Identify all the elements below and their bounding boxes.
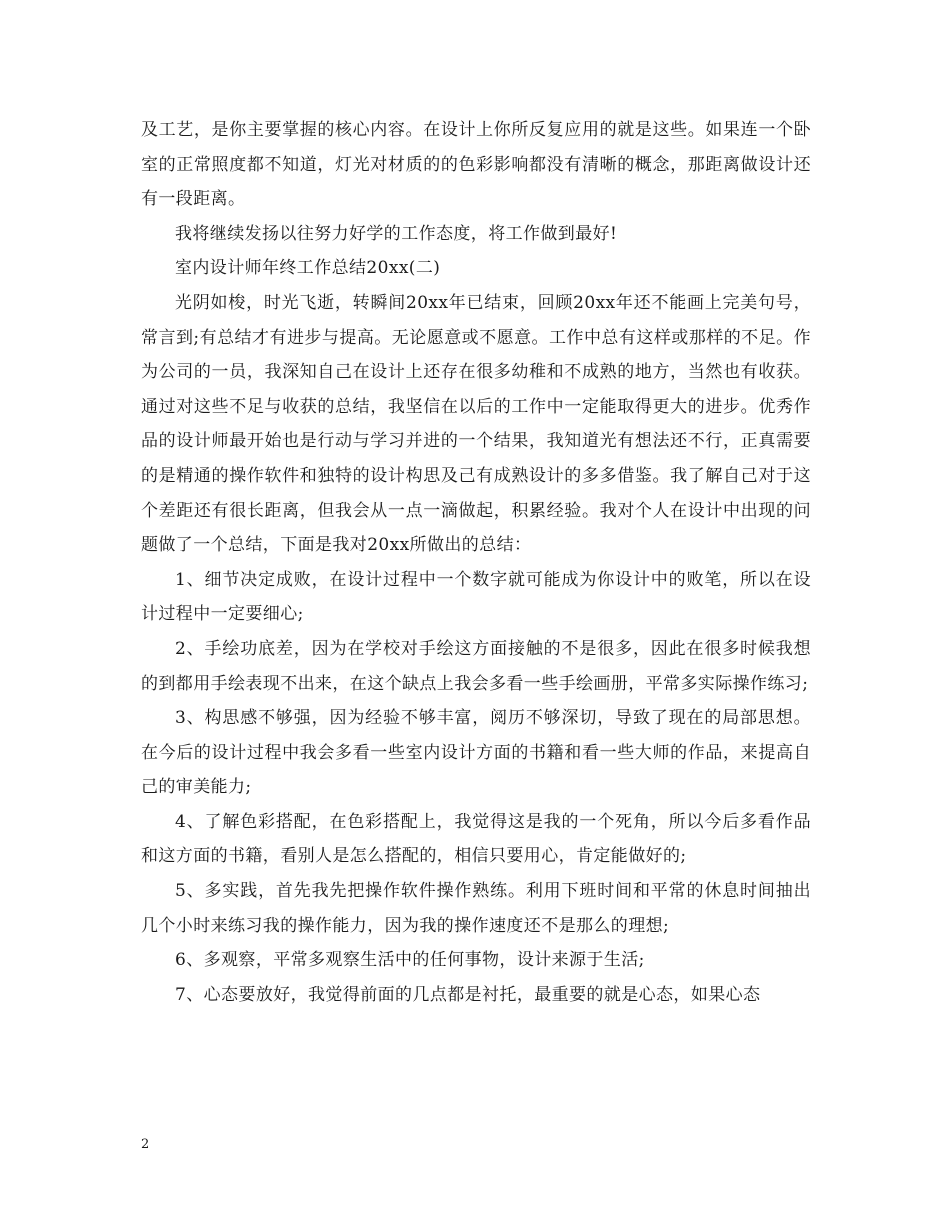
section-heading: 室内设计师年终工作总结20xx(二) <box>175 258 441 279</box>
list-item-6: 6、多观察，平常多观察生活中的任何事物，设计来源于生活; <box>175 950 645 971</box>
page-number: 2 <box>141 1137 150 1152</box>
list-item-4: 4、了解色彩搭配，在色彩搭配上，我觉得这是我的一个死角，所以今后多看作品和这方面的书籍，看别人是怎么搭配的，相信只要用心，肯定能做好的; <box>141 811 811 867</box>
list-item-3: 3、构思感不够强，因为经验不够丰富，阅历不够深切，导致了现在的局部思想。在今后的设计过程中我会多看一些室内设计方面的书籍和看一些大师的作品，来提高自己的审美能力; <box>141 708 811 798</box>
paragraph-continuation: 及工艺，是你主要掌握的核心内容。在设计上你所反复应用的就是这些。如果连一个卧室的正常照度都不知道，灯光对材质的的色彩影响都没有清晰的概念，那距离做设计还有一段距离。 <box>141 120 811 210</box>
list-item-5: 5、多实践，首先我先把操作软件操作熟练。利用下班时间和平常的休息时间抽出几个小时来练习我的操作能力，因为我的操作速度还不是那么的理想; <box>141 881 811 936</box>
list-item-7: 7、心态要放好，我觉得前面的几点都是衬托，最重要的就是心态，如果心态 <box>175 984 761 1005</box>
list-item-1: 1、细节决定成败，在设计过程中一个数字就可能成为你设计中的败笔，所以在设计过程中一定要细心; <box>141 569 811 625</box>
paragraph-introduction: 光阴如梭，时光飞逝，转瞬间20xx年已结束，回顾20xx年还不能画上完美句号，常言到;有总结才有进步与提高。无论愿意或不愿意。工作中总有这样或那样的不足。作为公司的一员，我深知自己在设计上还存在很多幼稚和不成熟的地方，当然也有收获。通过对这些不足与收获的总结，我坚信在以后的工作中一定能取得更大的进步。优秀作品的设计师最开始也是行动与学习并进的一个结果，我知道光有想法还不行，正真需要的是精通的操作软件和独特的设计构思及己有成熟设计的多多借鉴。我了解自己对于这个差距还有很长距离，但我会从一点一滴做起，积累经验。我对个人在设计中出现的问题做了一个总结，下面是我对20xx所做出的总结： <box>141 292 811 556</box>
document-body <box>141 113 811 1012</box>
list-item-2: 2、手绘功底差，因为在学校对手绘这方面接触的不是很多，因此在很多时候我想的到都用手绘表现不出来，在这个缺点上我会多看一些手绘画册，平常多实际操作练习; <box>141 638 811 694</box>
paragraph-closing-statement: 我将继续发扬以往努力好学的工作态度，将工作做到最好! <box>175 223 618 244</box>
